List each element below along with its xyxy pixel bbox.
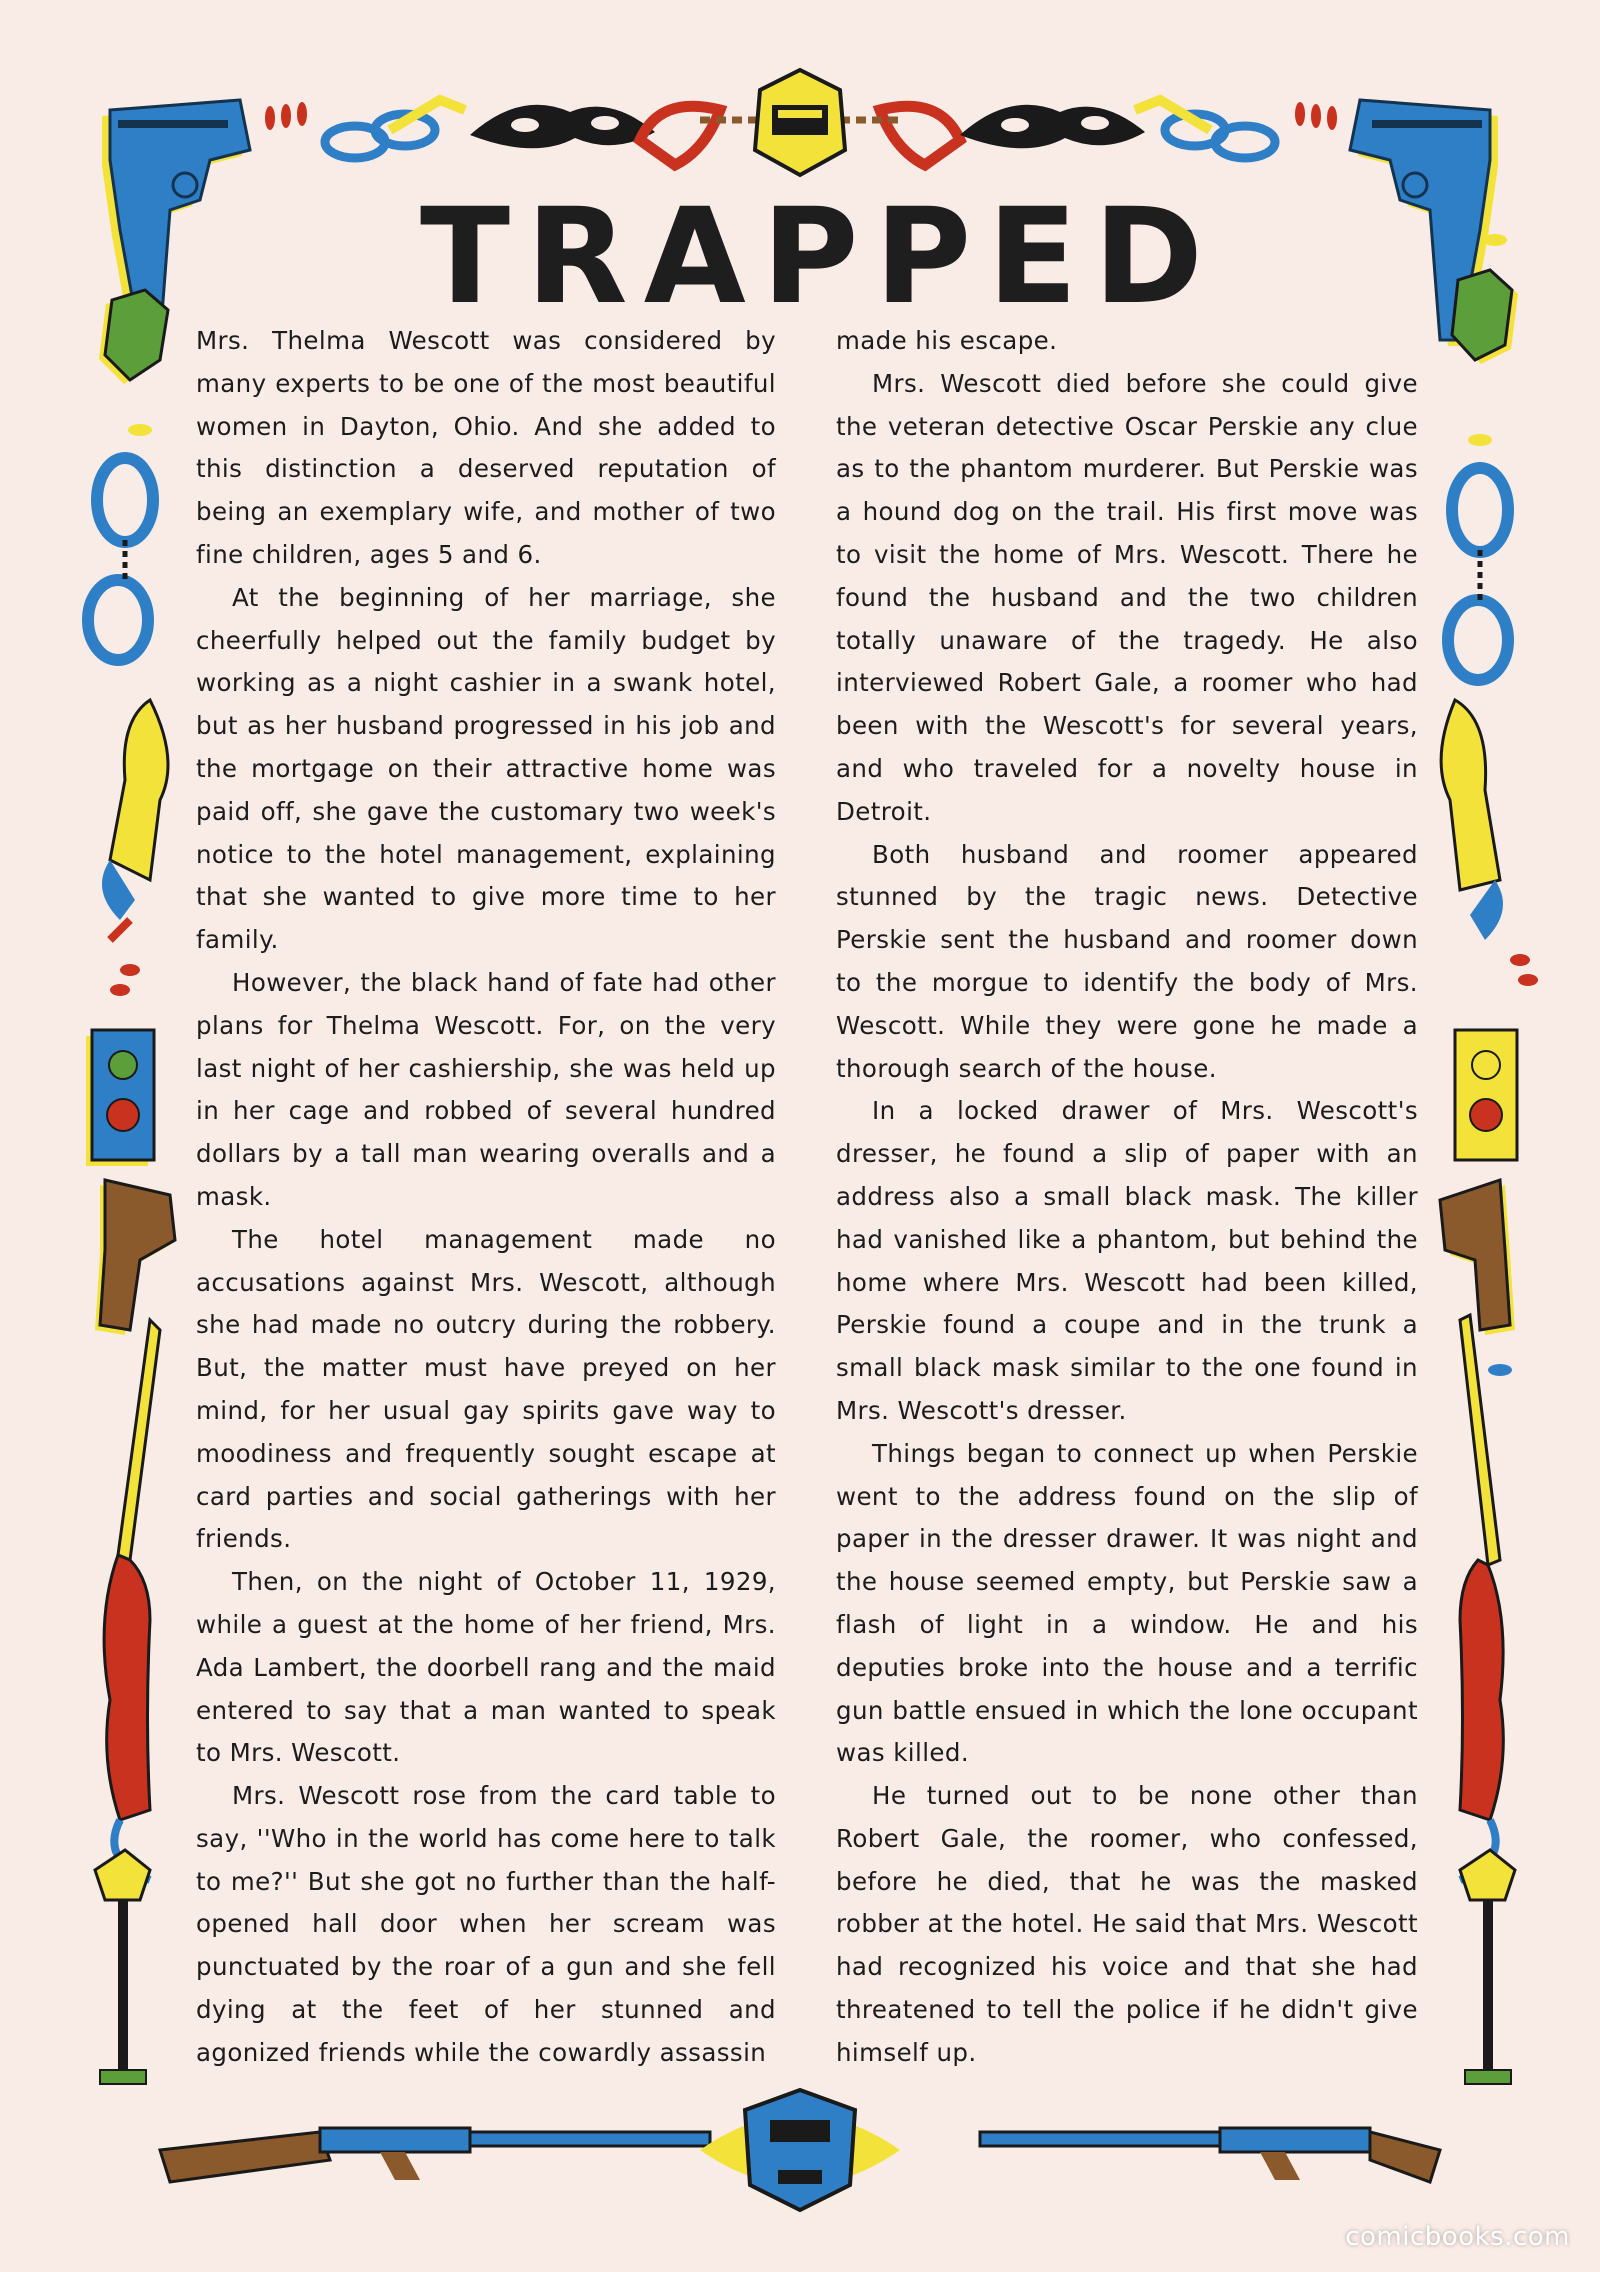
- shotgun-icon: [160, 2128, 710, 2182]
- right-column: [836, 320, 1418, 2075]
- paragraph: In a locked drawer of Mrs. Wescott's dresser, he found a slip of paper with an address also a small black mask. The killer had vanished like a phantom, but behind the home where Mrs. Wescott had been killed, Perskie found a coupe and in the trunk a small black mask similar to the one found in Mrs. Wescott's dresser.: [836, 1096, 1418, 1425]
- paragraph: He turned out to be none other than Robert Gale, the roomer, who confessed, before he died, that he was the masked robber at the hotel. He said that Mrs. Wescott had recognized his voice and that she had threatened to tell the police if he didn't give himself up.: [836, 1781, 1418, 2067]
- paragraph: Mrs. Wescott rose from the card table to say, ''Who in the world has come here to talk to me?'' But she got no further than the half-opened hall door when her scream was punctuated by the roar of a gun and she fell dying at the feet of her stunned and agonized friends while the cowardly assassin: [196, 1781, 776, 2067]
- street-lamp-icon: [95, 1850, 150, 2084]
- paragraph: Then, on the night of October 11, 1929, while a guest at the home of her friend, Mrs. Ada Lambert, the doorbell rang and the maid entered to say that a man wanted to speak to Mrs. Wescott.: [196, 1567, 776, 1768]
- revolver-icon: [1440, 1180, 1515, 1335]
- rifle-icon: [1460, 1315, 1503, 1880]
- bullet-icon: [265, 102, 307, 130]
- paragraph: made his escape.: [836, 326, 1058, 355]
- police-badge-icon: [755, 70, 845, 175]
- bullet-icon: [110, 964, 140, 996]
- bullet-icon: [1295, 102, 1337, 130]
- paragraph: At the beginning of her marriage, she cheerfully helped out the family budget by working as a night cashier in a swank hotel, but as her husband progressed in his job and the mortgage on their attractive home was paid off, she gave the customary two week's notice to the hotel management, explaining that she wanted to give more time to her family.: [196, 582, 776, 955]
- bullet-icon: [128, 424, 152, 436]
- police-badge-icon: [99, 290, 168, 384]
- handcuffs-icon: [1448, 468, 1508, 680]
- traffic-light-icon: [86, 1030, 154, 1166]
- paragraph: Mrs. Thelma Wescott was considered by many experts to be one of the most beautiful women in Dayton, Ohio. And she added to this distinction a deserved reputation of being an exemplary wife, and mother of two fine children, ages 5 and 6.: [196, 326, 776, 569]
- story-title: TRAPPED: [420, 180, 1220, 334]
- revolver-icon: [1441, 700, 1503, 940]
- paragraph: Mrs. Wescott died before she could give the veteran detective Oscar Perskie any clue as to the phantom murderer. But Perskie was a hound dog on the trail. His first move was to visit the home of Mrs. Wescott. There he found the husband and the two children totally unaware of the tragedy. He also interviewed Robert Gale, a roomer who had been with the Wescott's for several years, and who traveled for a novelty house in Detroit.: [836, 368, 1418, 826]
- bullet-icon: [1488, 1364, 1512, 1376]
- handcuffs-icon: [88, 458, 153, 660]
- revolver-icon: [102, 700, 168, 940]
- bullet-icon: [1510, 954, 1538, 986]
- traffic-light-icon: [1455, 1030, 1517, 1160]
- left-column: [196, 320, 776, 2075]
- paragraph: Both husband and roomer appeared stunned by the tragic news. Detective Perskie sent the husband and roomer down to the morgue to identify the body of Mrs. Wescott. While they were gone he made a thorough search of the house.: [836, 839, 1418, 1083]
- police-badge-icon: [1452, 270, 1518, 364]
- handcuffs-icon: [1135, 100, 1275, 158]
- mask-icon: [470, 105, 655, 149]
- revolver-icon: [95, 1180, 175, 1335]
- paragraph: However, the black hand of fate had other plans for Thelma Wescott. For, on the very last night of her cashiership, she was held up in her cage and robbed of several hundred dollars by a tall man wearing overalls and a mask.: [196, 967, 776, 1211]
- watermark: comicbooks.com: [1345, 2222, 1570, 2252]
- police-badge-icon: [700, 2090, 900, 2210]
- street-lamp-icon: [1460, 1850, 1515, 2084]
- handcuffs-icon: [325, 100, 465, 158]
- shotgun-icon: [980, 2128, 1440, 2182]
- rifle-icon: [104, 1320, 160, 1880]
- mask-icon: [960, 105, 1145, 149]
- paragraph: The hotel management made no accusations against Mrs. Wescott, although she had made no outcry during the robbery. But, the matter must have preyed on her mind, for her usual gay spirits gave way to moodiness and frequently sought escape at card parties and social gatherings with her friends.: [196, 1224, 776, 1554]
- paragraph: Things began to connect up when Perskie went to the address found on the slip of paper in the dresser drawer. It was night and the house seemed empty, but Perskie saw a flash of light in a window. He and his deputies broke into the house and a terrific gun battle ensued in which the lone occupant was killed.: [836, 1438, 1418, 1768]
